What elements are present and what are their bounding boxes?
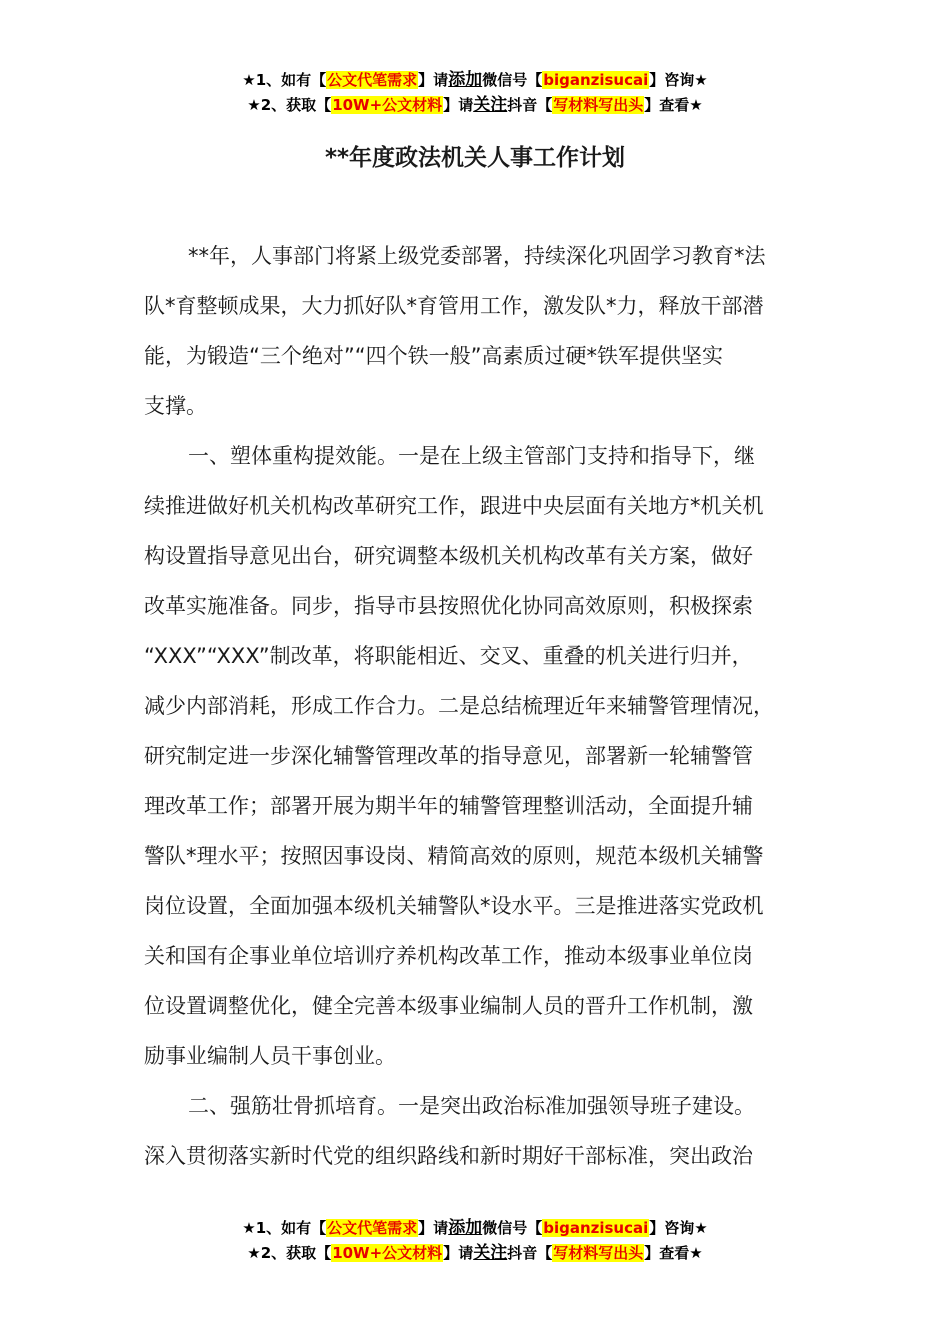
banner-highlight: 10W+公文材料 [332,1244,443,1262]
banner-text: 抖音【 [507,1244,553,1262]
banner-text: 】查看★ [644,96,703,114]
document-body [144,231,810,1181]
banner-text: 】请 [418,71,449,89]
banner-text: 】查看★ [644,1244,703,1262]
body-line: 关和国有企事业单位培训疗养机构改革工作，推动本级事业单位岗 [144,944,753,968]
banner-line-2 [0,93,950,118]
banner-emphasis: 添加 [448,70,483,90]
banner-text: ★1、如有【 [242,1219,327,1237]
banner-text: 】咨询★ [649,1219,708,1237]
banner-text: 】咨询★ [649,71,708,89]
banner-text: 微信号【 [482,1219,543,1237]
banner-text: ★1、如有【 [242,71,327,89]
banner-highlight: 写材料写出头 [553,1244,644,1262]
body-line: 警队*理水平；按照因事设岗、精简高效的原则，规范本级机关辅警 [144,844,764,868]
banner-highlight: biganzisucai [543,1219,649,1237]
body-line: 深入贯彻落实新时代党的组织路线和新时期好干部标准，突出政治 [144,1144,753,1168]
banner-emphasis: 关注 [473,95,508,115]
body-line: 队*育整顿成果，大力抓好队*育管用工作，激发队*力，释放干部潜 [144,294,764,318]
banner-highlight: 公文代笔需求 [327,71,418,89]
banner-highlight: biganzisucai [543,71,649,89]
banner-text: ★2、获取【 [247,96,332,114]
banner-emphasis: 关注 [473,1243,508,1263]
banner-emphasis: 添加 [448,1218,483,1238]
body-line: 减少内部消耗，形成工作合力。二是总结梳理近年来辅警管理情况， [144,694,774,718]
body-line: 改革实施准备。同步，指导市县按照优化协同高效原则，积极探索 [144,594,753,618]
footer-banner [0,1216,950,1266]
banner-line-1 [0,1216,950,1241]
header-banner [0,68,950,118]
banner-text: 】请 [418,1219,449,1237]
body-line: 二、强筋壮骨抓培育。一是突出政治标准加强领导班子建设。 [188,1094,755,1118]
body-line: 能，为锻造“三个绝对”“四个铁一般”高素质过硬*铁军提供坚实 [144,344,724,368]
body-line: “XXX”“XXX”制改革，将职能相近、交叉、重叠的机关进行归并， [144,644,753,668]
body-line: **年，人事部门将紧上级党委部署，持续深化巩固学习教育*法 [188,244,766,268]
banner-highlight: 写材料写出头 [553,96,644,114]
banner-highlight: 公文代笔需求 [327,1219,418,1237]
banner-text: 】请 [443,96,474,114]
banner-text: 】请 [443,1244,474,1262]
document-title: **年度政法机关人事工作计划 [324,145,626,171]
body-line: 岗位设置，全面加强本级机关辅警队*设水平。三是推进落实党政机 [144,894,764,918]
banner-text: 抖音【 [507,96,553,114]
body-line: 续推进做好机关机构改革研究工作，跟进中央层面有关地方*机关机 [144,494,764,518]
body-line: 理改革工作；部署开展为期半年的辅警管理整训活动，全面提升辅 [144,794,753,818]
banner-text: ★2、获取【 [247,1244,332,1262]
body-line: 构设置指导意见出台，研究调整本级机关机构改革有关方案，做好 [144,544,753,568]
body-line: 支撑。 [144,394,207,418]
banner-highlight: 10W+公文材料 [332,96,443,114]
body-line: 研究制定进一步深化辅警管理改革的指导意见，部署新一轮辅警管 [144,744,753,768]
banner-text: 微信号【 [482,71,543,89]
body-line: 位设置调整优化，健全完善本级事业编制人员的晋升工作机制，激 [144,994,753,1018]
banner-line-2 [0,1241,950,1266]
body-line: 一、塑体重构提效能。一是在上级主管部门支持和指导下，继 [188,444,755,468]
body-line: 励事业编制人员干事创业。 [144,1044,396,1068]
banner-line-1 [0,68,950,93]
